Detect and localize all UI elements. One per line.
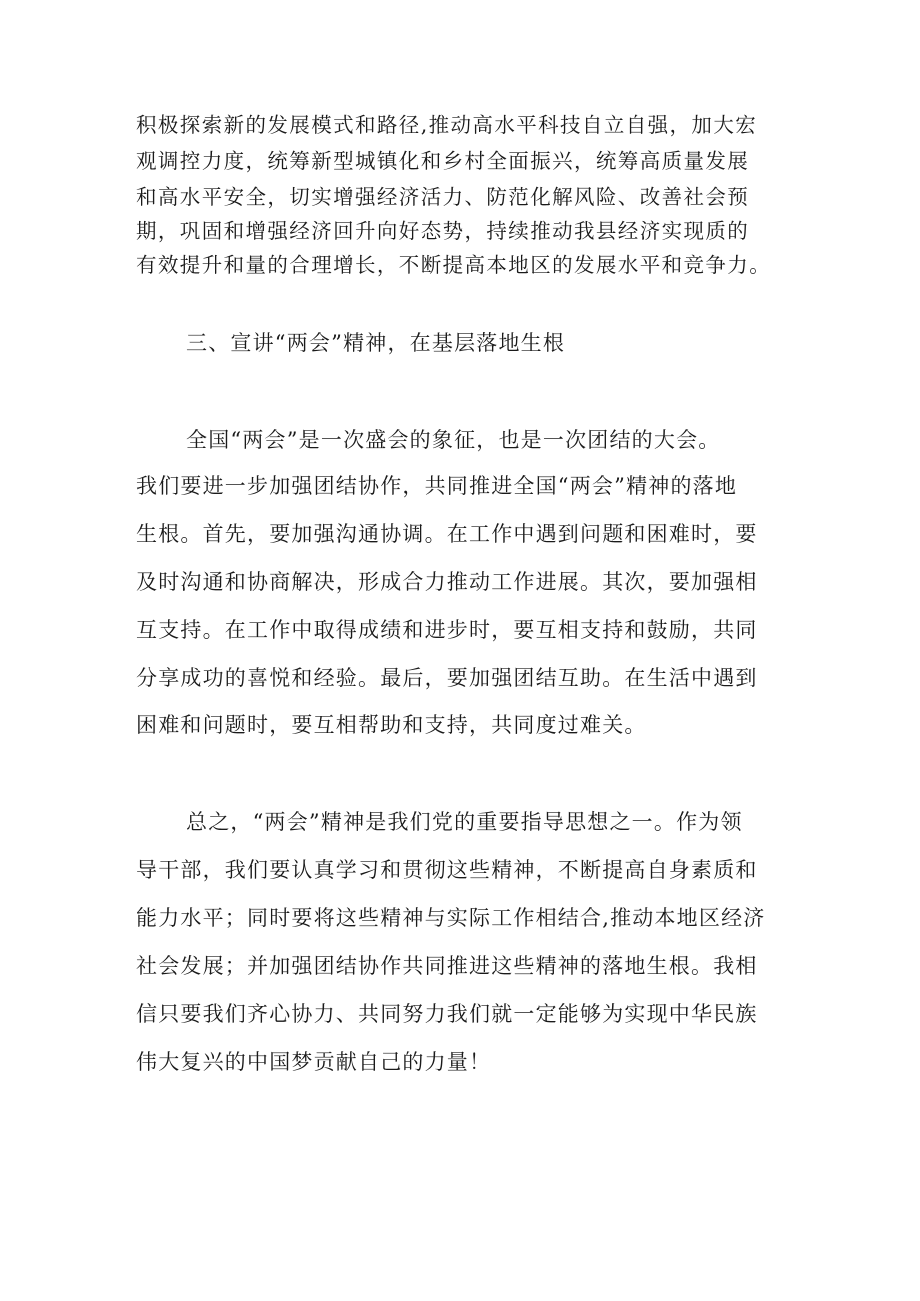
paragraph-line: 及时沟通和协商解决，形成合力推动工作进展。其次，要加强相 xyxy=(136,570,758,594)
paragraph-line: 积极探索新的发展模式和路径,推动高水平科技自立自强，加大宏 xyxy=(136,113,758,137)
paragraph-line: 观调控力度，统筹新型城镇化和乡村全面振兴，统筹高质量发展 xyxy=(136,149,750,173)
paragraph-line: 全国“两会”是一次盛会的象征，也是一次团结的大会。 xyxy=(186,428,721,452)
paragraph-line: 社会发展；并加强团结协作共同推进这些精神的落地生根。我相 xyxy=(136,954,758,978)
paragraph-line: 我们要进一步加强团结协作，共同推进全国“两会”精神的落地 xyxy=(136,474,738,498)
paragraph-line: 总之，“两会”精神是我们党的重要指导思想之一。作为领 xyxy=(186,810,743,834)
paragraph-line: 期，巩固和增强经济回升向好态势，持续推动我县经济实现质的 xyxy=(136,219,750,243)
paragraph-line: 和高水平安全，切实增强经济活力、防范化解风险、改善社会预 xyxy=(136,185,750,209)
section-heading: 三、宣讲“两会”精神，在基层落地生根 xyxy=(186,331,566,355)
paragraph-line: 分享成功的喜悦和经验。最后，要加强团结互助。在生活中遇到 xyxy=(136,666,758,690)
paragraph-line: 互支持。在工作中取得成绩和进步时，要互相支持和鼓励，共同 xyxy=(136,618,758,642)
paragraph-line: 生根。首先，要加强沟通协调。在工作中遇到问题和困难时，要 xyxy=(136,522,758,546)
paragraph-line: 信只要我们齐心协力、共同努力我们就一定能够为实现中华民族 xyxy=(136,1002,758,1026)
paragraph-line: 能力水平；同时要将这些精神与实际工作相结合,推动本地区经济 xyxy=(136,906,766,930)
paragraph-line: 导干部，我们要认真学习和贯彻这些精神，不断提高自身素质和 xyxy=(136,858,758,882)
paragraph-line: 伟大复兴的中国梦贡献自己的力量！ xyxy=(136,1050,492,1074)
paragraph-line: 有效提升和量的合理增长，不断提高本地区的发展水平和竞争力。 xyxy=(136,253,772,277)
paragraph-line: 困难和问题时，要互相帮助和支持，共同度过难关。 xyxy=(136,713,647,737)
